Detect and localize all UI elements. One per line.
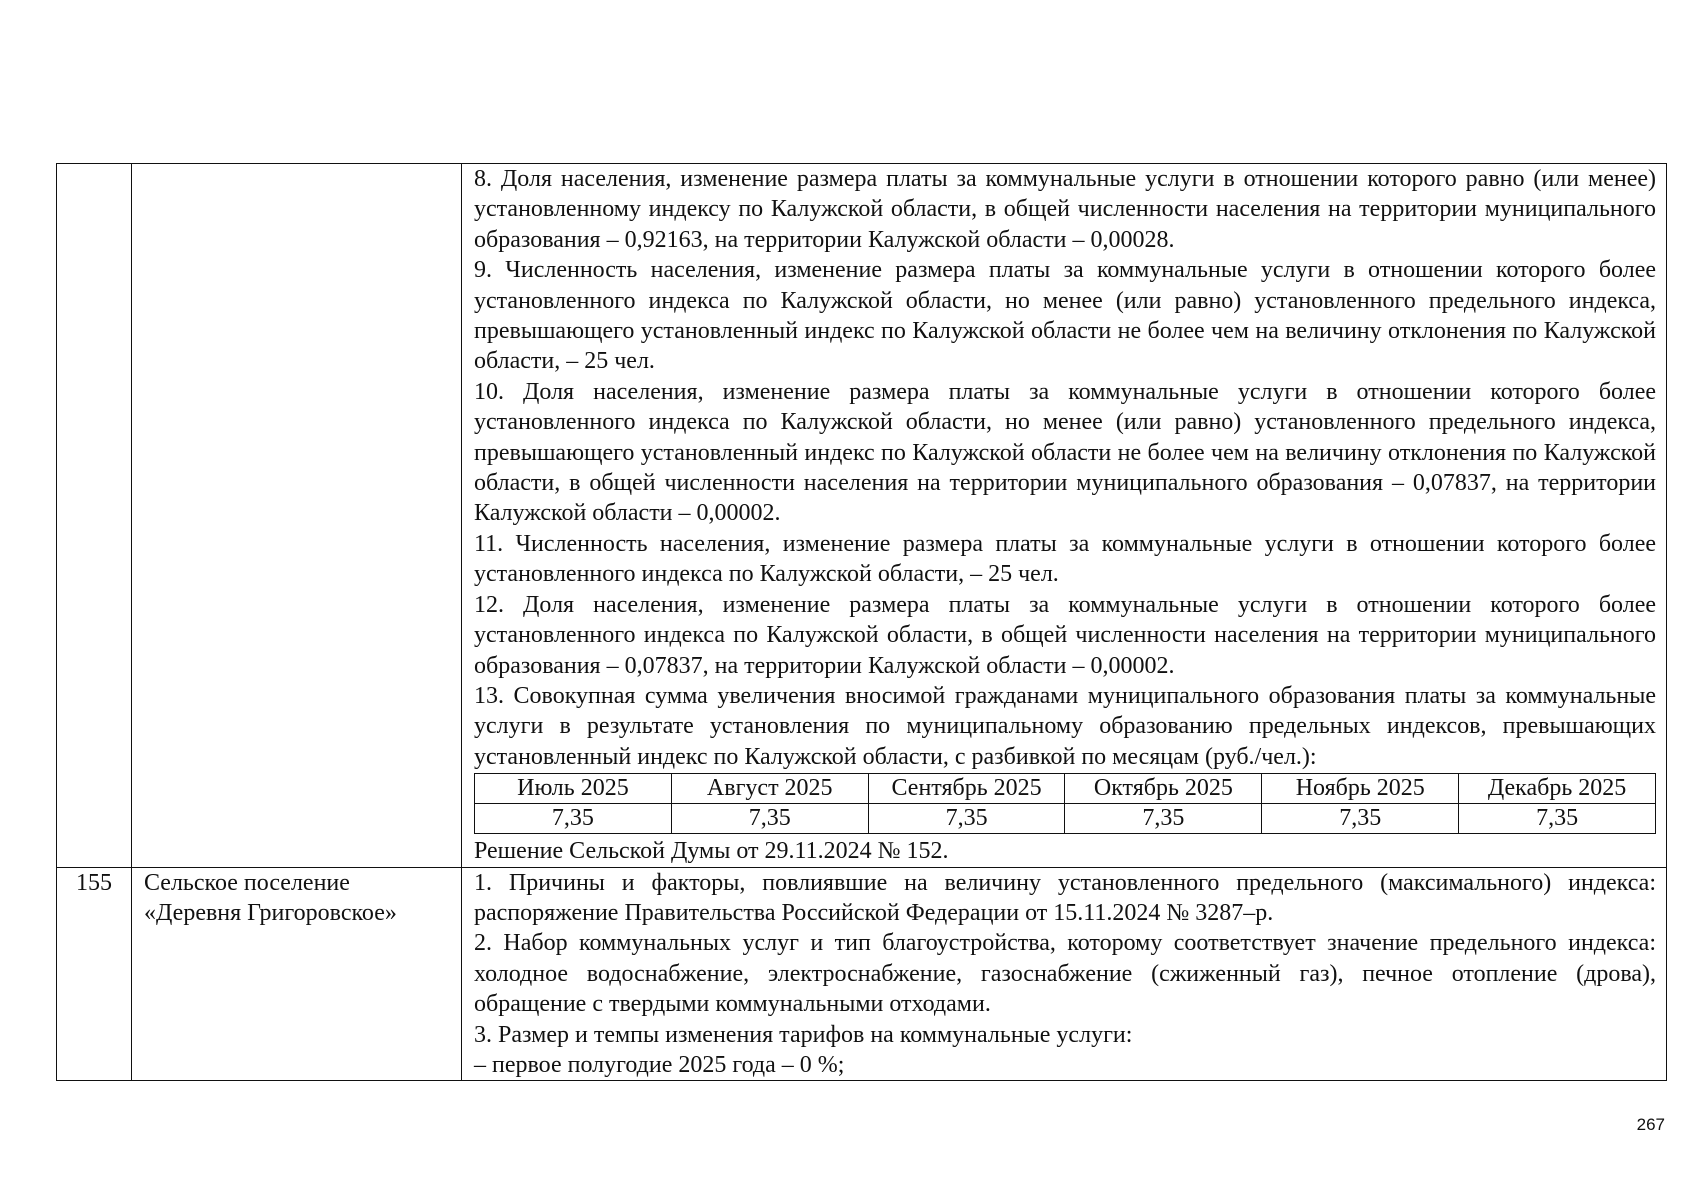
settlement-name	[132, 164, 462, 868]
table-row	[57, 867, 1667, 1081]
paragraph: 2. Набор коммунальных услуг и тип благоустройства, которому соответствует значение предельного индекса: холодное водоснабжение, электроснабжение, газоснабжение (сжиженный газ), печное отопление (дрова), обращение с твердыми коммунальными отходами.	[474, 930, 1656, 1018]
decision-reference: Решение Сельской Думы от 29.11.2024 № 152.	[474, 838, 949, 865]
settlement-name	[132, 867, 462, 1081]
month-header: Октябрь 2025	[1065, 774, 1262, 804]
month-header: Сентябрь 2025	[868, 774, 1065, 804]
month-header: Декабрь 2025	[1459, 774, 1656, 804]
paragraph: 1. Причины и факторы, повлиявшие на величину установленного предельного (максимального) индекса: распоряжение Правительства Российской Федерации от 15.11.2024 № 3287–р.	[474, 869, 1656, 926]
month-header-row	[475, 774, 1656, 804]
month-value: 7,35	[671, 804, 868, 834]
paragraph: 10. Доля населения, изменение размера платы за коммунальные услуги в отношении которого более установленного индекса по Калужской области, но менее (или равно) установленного предельного индекса, превышающего установленный индекс по Калужской области не более чем на величину отклонения по Калужской области, в общей численности населения на территории муниципального образования – 0,07837, на территории Калужской области – 0,00002.	[474, 378, 1656, 527]
row-number: 155	[57, 867, 132, 1081]
month-value-row	[475, 804, 1656, 834]
month-value: 7,35	[1065, 804, 1262, 834]
document-table	[56, 163, 1667, 1081]
settlement-name-line: Сельское поселение	[144, 869, 350, 896]
month-value: 7,35	[1459, 804, 1656, 834]
page-number: 267	[1636, 1115, 1665, 1134]
month-header: Август 2025	[671, 774, 868, 804]
paragraph: 3. Размер и темпы изменения тарифов на коммунальные услуги:	[474, 1021, 1133, 1048]
row-number	[57, 164, 132, 868]
paragraph: 11. Численность населения, изменение размера платы за коммунальные услуги в отношении которого более установленного индекса по Калужской области, – 25 чел.	[474, 530, 1656, 588]
month-header: Ноябрь 2025	[1262, 774, 1459, 804]
paragraph: 12. Доля населения, изменение размера платы за коммунальные услуги в отношении которого более установленного индекса по Калужской области, в общей численности населения на территории муниципального образования – 0,07837, на территории Калужской области – 0,00002.	[474, 591, 1656, 679]
month-value: 7,35	[475, 804, 672, 834]
paragraph: – первое полугодие 2025 года – 0 %;	[474, 1051, 845, 1078]
month-header: Июль 2025	[475, 774, 672, 804]
settlement-name-line: «Деревня Григоровское»	[144, 899, 397, 926]
row-content	[462, 164, 1667, 868]
row-content	[462, 867, 1667, 1081]
table-row	[57, 164, 1667, 868]
paragraph: 13. Совокупная сумма увеличения вносимой гражданами муниципального образования платы за коммунальные услуги в результате установления по муниципальному образованию предельных индексов, превышающих установленный индекс по Калужской области, с разбивкой по месяцам (руб./чел.):	[474, 682, 1656, 770]
paragraph: 9. Численность населения, изменение размера платы за коммунальные услуги в отношении которого более установленного индекса по Калужской области, но менее (или равно) установленного предельного индекса, превышающего установленный индекс по Калужской области не более чем на величину отклонения по Калужской области, – 25 чел.	[474, 257, 1656, 375]
month-value: 7,35	[868, 804, 1065, 834]
month-value: 7,35	[1262, 804, 1459, 834]
paragraph: 8. Доля населения, изменение размера платы за коммунальные услуги в отношении которого равно (или менее) установленному индексу по Калужской области, в общей численности населения на территории муниципального образования – 0,92163, на территории Калужской области – 0,00028.	[474, 166, 1656, 253]
monthly-amount-table	[474, 773, 1656, 834]
